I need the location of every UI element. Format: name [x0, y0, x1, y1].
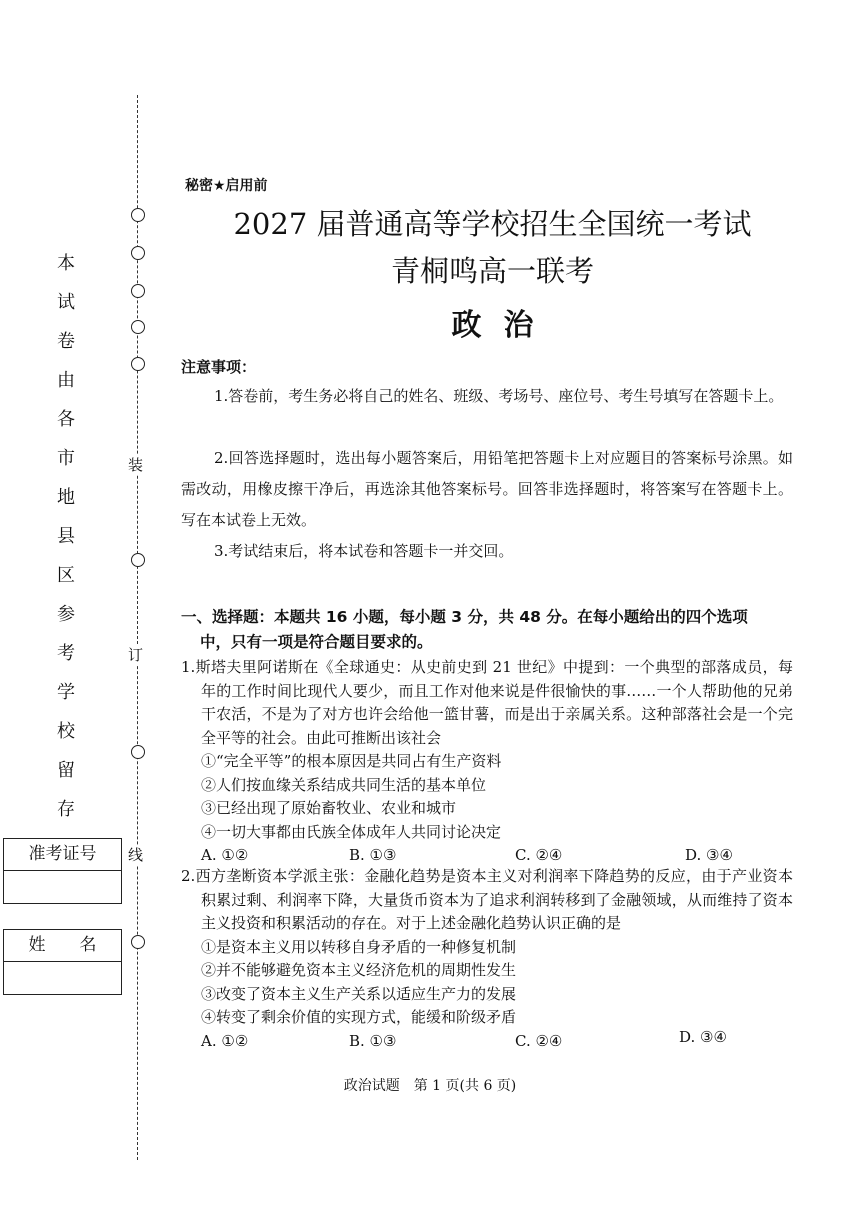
vertical-char: 学: [57, 682, 75, 703]
statement-option: ③改变了资本主义生产关系以适应生产力的发展: [201, 984, 517, 1003]
binding-hole-4: [131, 320, 145, 334]
vertical-char: 本: [57, 253, 75, 274]
vertical-char: 校: [57, 721, 75, 742]
vertical-char: 试: [57, 292, 75, 313]
binding-hole-8: [131, 935, 145, 949]
question-2: [181, 865, 793, 1054]
statement-option: ④一切大事都由氏族全体成年人共同讨论决定: [201, 822, 502, 841]
exam-title: 2027 届普通高等学校招生全国统一考试: [233, 207, 752, 241]
vertical-notice: [54, 252, 78, 837]
section-heading: [181, 605, 801, 655]
notice-heading: 注意事项：: [181, 358, 257, 376]
vertical-char: 考: [57, 643, 75, 664]
vertical-char: 区: [57, 565, 75, 586]
section-heading-line2: 中，只有一项是符合题目要求的。: [200, 633, 433, 651]
answer-choices: [201, 1027, 793, 1054]
statement-option: ③已经出现了原始畜牧业、农业和城市: [201, 799, 457, 817]
binding-hole-2: [131, 246, 145, 260]
choice-a: A. ①②: [201, 1031, 249, 1050]
vertical-char: 地: [57, 487, 75, 508]
statement-option: ①“完全平等”的根本原因是共同占有生产资料: [201, 752, 502, 770]
subject-title: 政治: [451, 308, 556, 343]
statement-option: ④转变了剩余价值的实现方式，能缓和阶级矛盾: [201, 1008, 517, 1026]
vertical-char: 存: [57, 799, 75, 820]
question-stem: 2.西方垄断资本学派主张：金融化趋势是资本主义对利润率下降趋势的反应，由于产业资本积累过剩、利润率下降，大量货币资本为了追求利润转移到了金融领域，从而维持了资本主义投资和积累活动的存在。对于上述金融化趋势认识正确的是: [181, 867, 793, 932]
exam-subtitle: 青桐鸣高一联考: [390, 254, 594, 288]
question-1: [181, 656, 793, 868]
binding-xian: 线: [128, 846, 144, 864]
notice-item-2: 2.回答选择题时，选出每小题答案后，用铅笔把答题卡上对应题目的答案标号涂黑。如需改动，用橡皮擦干净后，再选涂其他答案标号。回答非选择题时，将答案写在答题卡上。写在本试卷上无效。: [181, 449, 793, 529]
choice-c: C. ②④: [515, 846, 563, 864]
name-label: 姓 名: [4, 930, 121, 962]
choice-c: C. ②④: [515, 1031, 563, 1050]
name-box: [3, 929, 122, 995]
choice-b: B. ①③: [349, 846, 397, 864]
choice-d: D. ③④: [679, 1027, 727, 1046]
statement-option: ②并不能够避免资本主义经济危机的周期性发生: [201, 961, 517, 979]
section-heading-line1: 一、选择题：本题共 16 小题，每小题 3 分，共 48 分。在每小题给出的四个选项: [181, 608, 748, 626]
vertical-char: 卷: [57, 331, 75, 352]
exam-id-label: 准考证号: [4, 839, 121, 871]
choice-a: A. ①②: [201, 846, 249, 864]
vertical-char: 参: [57, 604, 75, 625]
choice-d: D. ③④: [685, 846, 733, 864]
question-stem: 1.斯塔夫里阿诺斯在《全球通史：从史前史到 21 世纪》中提到：一个典型的部落成员，每年的工作时间比现代人要少，而且工作对他来说是件很愉快的事……一个人帮助他的兄弟干农活，不是为了对方也许会给他一篮甘薯，而是出于亲属关系。这种部落社会是一个完全平等的社会。由此可推断出该社会: [181, 658, 793, 747]
name-field[interactable]: [4, 962, 121, 994]
notice-item-3: 3.考试结束后，将本试卷和答题卡一并交回。: [214, 542, 514, 560]
statement-option: ②人们按血缘关系结成共同生活的基本单位: [201, 775, 487, 794]
vertical-char: 县: [57, 526, 75, 547]
vertical-char: 各: [57, 409, 75, 430]
notice-item-1: 1.答卷前，考生务必将自己的姓名、班级、考场号、座位号、考生号填写在答题卡上。: [214, 387, 784, 405]
binding-hole-3: [131, 284, 145, 298]
binding-zhuang: 装: [128, 456, 144, 474]
binding-hole-1: [131, 208, 145, 222]
secret-mark: 秘密★启用前: [185, 178, 268, 194]
exam-id-field[interactable]: [4, 871, 121, 903]
vertical-char: 由: [57, 370, 75, 391]
statement-option: ①是资本主义用以转移自身矛盾的一种修复机制: [201, 937, 517, 956]
exam-id-box: [3, 838, 122, 904]
binding-hole-5: [131, 357, 145, 371]
choice-b: B. ①③: [349, 1031, 397, 1050]
binding-hole-6: [131, 553, 145, 567]
binding-ding: 订: [128, 646, 144, 664]
vertical-char: 市: [57, 448, 75, 469]
page-footer: 政治试题 第 1 页(共 6 页): [343, 1078, 517, 1094]
binding-hole-7: [131, 745, 145, 759]
vertical-char: 留: [57, 760, 75, 781]
